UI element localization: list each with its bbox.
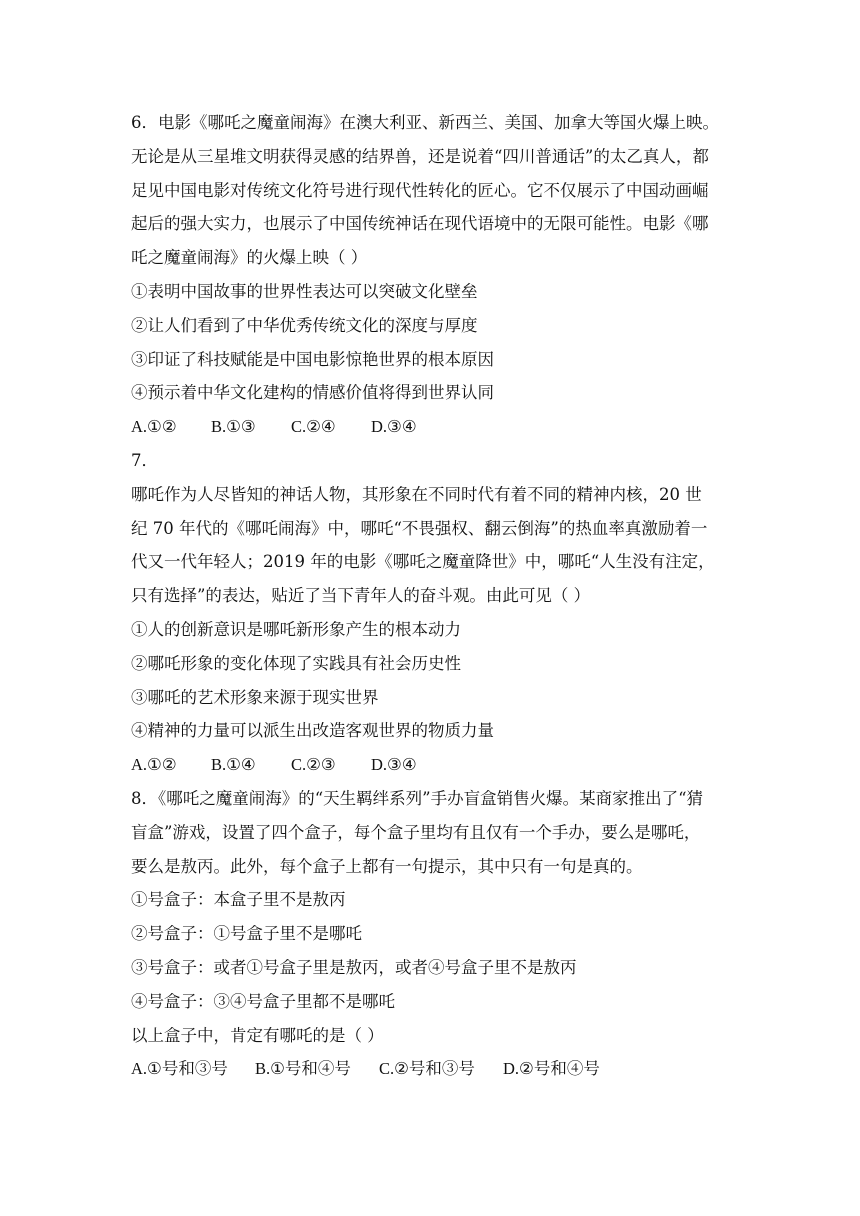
q6-statement-1: ①表明中国故事的世界性表达可以突破文化壁垒: [131, 281, 478, 301]
q7-option-c: C.②③: [291, 755, 336, 775]
q6-statement-4: ④预示着中华文化建构的情感价值将得到世界认同: [131, 383, 494, 403]
q8-stem-line: 盲盒”游戏，设置了四个盒子，每个盒子里均有且仅有一个手办，要么是哪吒，: [131, 822, 701, 842]
q8-statement-1: ①号盒子：本盒子里不是敖丙: [131, 890, 346, 910]
question-list: [131, 106, 731, 1086]
q7-option-b: B.①④: [211, 755, 256, 775]
q8-options: [131, 1052, 731, 1086]
q6-stem-line: 6．电影《哪吒之魔童闹海》在澳大利亚、新西兰、美国、加拿大等国火爆上映。: [131, 113, 719, 132]
q7-stem-line: 只有选择”的表达，贴近了当下青年人的奋斗观。由此可见（ ）: [131, 586, 591, 606]
q6-option-a: A.①②: [131, 417, 177, 437]
q7-number: 7．: [131, 450, 158, 470]
q7-stem-line: 哪吒作为人尽皆知的神话人物，其形象在不同时代有着不同的精神内核，20 世: [131, 484, 702, 504]
question-8: [131, 782, 731, 1086]
q6-stem-line: 无论是从三星堆文明获得灵感的结界兽，还是说着“四川普通话”的太乙真人，都: [131, 146, 709, 166]
q7-option-d: D.③④: [371, 755, 417, 775]
q8-option-c: C.②号和③号: [379, 1059, 475, 1079]
question-6: [131, 106, 731, 444]
q8-option-d: D.②号和④号: [503, 1059, 600, 1079]
q8-option-b: B.①号和④号: [255, 1059, 351, 1079]
q6-stem-line: 足见中国电影对传统文化符号进行现代性转化的匠心。它不仅展示了中国动画崛: [131, 180, 709, 200]
q6-statement-2: ②让人们看到了中华优秀传统文化的深度与厚度: [131, 315, 478, 335]
q8-statement-3: ③号盒子：或者①号盒子里是敖丙，或者④号盒子里不是敖丙: [131, 957, 577, 977]
q8-question: 以上盒子中，肯定有哪吒的是（ ）: [131, 1025, 384, 1045]
q7-option-a: A.①②: [131, 755, 177, 775]
q6-stem-line: 吒之魔童闹海》的火爆上映（ ）: [131, 248, 368, 268]
q6-option-c: C.②④: [291, 417, 336, 437]
q7-statement-3: ③哪吒的艺术形象来源于现实世界: [131, 687, 379, 707]
q7-options: [131, 748, 731, 782]
q8-option-a: A.①号和③号: [131, 1059, 228, 1079]
q6-statement-3: ③印证了科技赋能是中国电影惊艳世界的根本原因: [131, 349, 494, 369]
q7-stem-line: 纪 70 年代的《哪吒闹海》中，哪吒“不畏强权、翻云倒海”的热血率真激励着一: [131, 518, 708, 538]
q7-statement-4: ④精神的力量可以派生出改造客观世界的物质力量: [131, 721, 494, 741]
q6-options: [131, 410, 731, 444]
q7-statement-1: ①人的创新意识是哪吒新形象产生的根本动力: [131, 619, 461, 639]
q6-option-d: D.③④: [371, 417, 417, 437]
q8-statement-4: ④号盒子：③④号盒子里都不是哪吒: [131, 991, 395, 1011]
q7-stem-line: 代又一代年轻人；2019 年的电影《哪吒之魔童降世》中，哪吒“人生没有注定，: [131, 552, 715, 572]
question-7: [131, 444, 731, 782]
q6-option-b: B.①③: [211, 417, 256, 437]
q8-stem-line: 要么是敖丙。此外，每个盒子上都有一句提示，其中只有一句是真的。: [131, 856, 643, 876]
q8-statement-2: ②号盒子：①号盒子里不是哪吒: [131, 924, 362, 944]
q6-stem-line: 起后的强大实力，也展示了中国传统神话在现代语境中的无限可能性。电影《哪: [131, 214, 709, 234]
q8-stem-line: 8．《哪吒之魔童闹海》的“天生羁绊系列”手办盲盒销售火爆。某商家推出了“猜: [131, 788, 704, 808]
q7-statement-2: ②哪吒形象的变化体现了实践具有社会历史性: [131, 653, 461, 673]
